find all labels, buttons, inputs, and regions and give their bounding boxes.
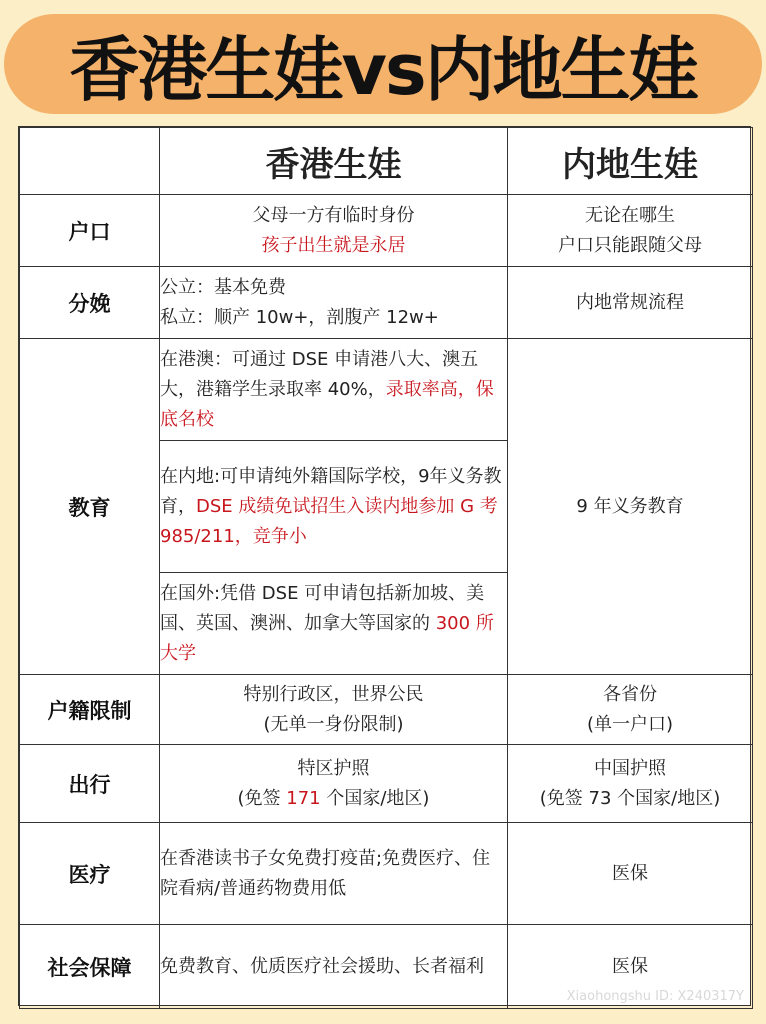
cell-delivery-hk bbox=[160, 267, 508, 339]
cell-medical-mainland: 医保 bbox=[508, 823, 753, 925]
edu-b-highlight: DSE 成绩免试招生入读内地参加 G 考 985/211，竞争小 bbox=[160, 495, 498, 547]
title-banner bbox=[4, 14, 762, 114]
cell-residency-mainland bbox=[508, 675, 753, 745]
travel-hk-pre: (免签 bbox=[237, 787, 287, 809]
row-label-residency: 户籍限制 bbox=[20, 675, 160, 745]
hukou-hk-line1: 父母一方有临时身份 bbox=[252, 204, 415, 226]
table-row-hukou bbox=[20, 195, 753, 267]
table-row-residency bbox=[20, 675, 753, 745]
comparison-table bbox=[19, 127, 753, 1009]
cell-education-hk-hkmacau bbox=[160, 339, 508, 441]
travel-hk-count: 171 bbox=[286, 787, 321, 809]
row-label-social: 社会保障 bbox=[20, 925, 160, 1009]
hukou-ml-line2: 户口只能跟随父母 bbox=[558, 234, 702, 256]
edu-a-highlight: 录取率高，保底名校 bbox=[160, 378, 494, 430]
header-hk: 香港生娃 bbox=[160, 128, 508, 195]
travel-hk-line1: 特区护照 bbox=[297, 757, 370, 779]
cell-travel-hk bbox=[160, 745, 508, 823]
comparison-table-card bbox=[18, 126, 751, 1006]
header-empty-cell bbox=[20, 128, 160, 195]
row-label-travel: 出行 bbox=[20, 745, 160, 823]
table-row-medical bbox=[20, 823, 753, 925]
delivery-hk-line2: 私立：顺产 10w+，剖腹产 12w+ bbox=[160, 306, 439, 328]
table-row-delivery bbox=[20, 267, 753, 339]
header-mainland: 内地生娃 bbox=[508, 128, 753, 195]
cell-hukou-hk bbox=[160, 195, 508, 267]
residency-ml-line2: (单一户口) bbox=[586, 713, 674, 735]
edu-c-highlight: 300 所大学 bbox=[160, 612, 494, 664]
travel-ml-line2: (免签 73 个国家/地区) bbox=[539, 787, 721, 809]
travel-hk-line2 bbox=[160, 784, 507, 814]
cell-education-mainland: 9 年义务教育 bbox=[508, 339, 753, 675]
cell-delivery-mainland: 内地常规流程 bbox=[508, 267, 753, 339]
cell-travel-mainland bbox=[508, 745, 753, 823]
table-row-education-a bbox=[20, 339, 753, 441]
edu-b-text: 在内地:可申请纯外籍国际学校，9年义务教育， bbox=[160, 465, 502, 517]
cell-education-hk-mainland bbox=[160, 441, 508, 573]
residency-ml-line1: 各省份 bbox=[603, 683, 657, 705]
page-title: 香港生娃vs内地生娃 bbox=[69, 28, 697, 111]
edu-c-text: 在国外:凭借 DSE 可申请包括新加坡、美国、英国、澳洲、加拿大等国家的 bbox=[160, 582, 485, 634]
cell-education-hk-abroad bbox=[160, 573, 508, 675]
residency-hk-line1: 特别行政区，世界公民 bbox=[243, 683, 424, 705]
cell-social-mainland: 医保 bbox=[508, 925, 753, 1009]
hukou-hk-line2: 孩子出生就是永居 bbox=[261, 234, 406, 256]
residency-hk-line2: (无单一身份限制) bbox=[263, 713, 404, 735]
table-row-travel bbox=[20, 745, 753, 823]
row-label-medical: 医疗 bbox=[20, 823, 160, 925]
watermark: Xiaohongshu ID: X240317Y bbox=[566, 989, 744, 1004]
cell-medical-hk: 在香港读书子女免费打疫苗;免费医疗、住院看病/普通药物费用低 bbox=[160, 823, 508, 925]
cell-residency-hk bbox=[160, 675, 508, 745]
travel-ml-line1: 中国护照 bbox=[594, 757, 666, 779]
travel-hk-post: 个国家/地区) bbox=[320, 787, 430, 809]
cell-social-hk: 免费教育、优质医疗社会援助、长者福利 bbox=[160, 925, 508, 1009]
edu-a-text: 在港澳：可通过 DSE 申请港八大、澳五大，港籍学生录取率 40%， bbox=[160, 348, 479, 400]
table-header-row bbox=[20, 128, 753, 195]
delivery-hk-line1: 公立：基本免费 bbox=[160, 276, 286, 298]
hukou-ml-line1: 无论在哪生 bbox=[585, 204, 675, 226]
cell-hukou-mainland bbox=[508, 195, 753, 267]
row-label-education: 教育 bbox=[20, 339, 160, 675]
row-label-delivery: 分娩 bbox=[20, 267, 160, 339]
row-label-hukou: 户口 bbox=[20, 195, 160, 267]
